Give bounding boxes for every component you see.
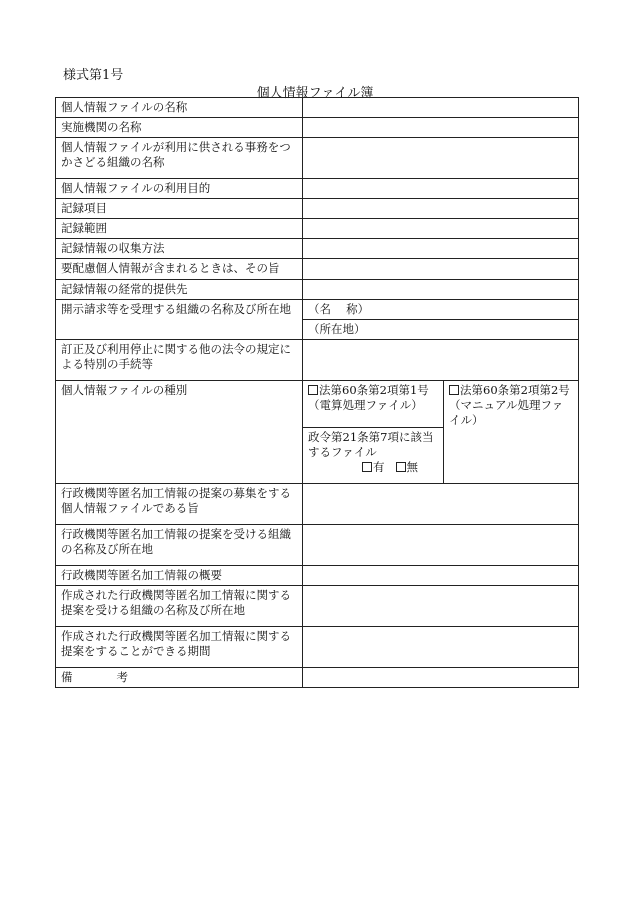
row-label: 行政機関等匿名加工情報の概要 — [56, 566, 303, 586]
page-title: 個人情報ファイル簿 — [256, 86, 374, 101]
value-field[interactable] — [303, 118, 579, 138]
row-label: 記録情報の経常的提供先 — [56, 280, 303, 300]
value-field[interactable] — [303, 199, 579, 219]
seirei-text: 政令第21条第7項に該当するファイル — [308, 430, 434, 459]
row-label: 訂正及び利用停止に関する他の法令の規定による特別の手続等 — [56, 340, 303, 381]
value-field[interactable] — [303, 627, 579, 668]
value-field[interactable] — [303, 566, 579, 586]
value-field[interactable] — [303, 280, 579, 300]
row-label: 記録項目 — [56, 199, 303, 219]
contact-name-label: （名 称） — [308, 302, 370, 316]
no-label: 無 — [406, 460, 418, 474]
value-field[interactable] — [303, 239, 579, 259]
row-label: 要配慮個人情報が含まれるときは、その旨 — [56, 259, 303, 280]
register-table — [55, 97, 579, 688]
remarks-field[interactable] — [303, 668, 579, 688]
checkbox-icon[interactable] — [362, 462, 372, 472]
value-field[interactable] — [303, 340, 579, 381]
contact-name-field[interactable] — [303, 300, 579, 320]
checkbox-icon[interactable] — [396, 462, 406, 472]
file-type-option-manual[interactable] — [444, 381, 579, 484]
file-type-option-computer[interactable] — [303, 381, 444, 428]
row-label: 行政機関等匿名加工情報の提案を受ける組織の名称及び所在地 — [56, 525, 303, 566]
contact-address-label: （所在地） — [308, 322, 366, 336]
remarks-label: 備 考 — [56, 668, 303, 688]
value-field[interactable] — [303, 138, 579, 179]
row-label: 行政機関等匿名加工情報の提案の募集をする個人情報ファイルである旨 — [56, 484, 303, 525]
row-label: 記録範囲 — [56, 219, 303, 239]
option-label: 法第60条第2項第1号 — [319, 383, 429, 397]
yes-label: 有 — [373, 460, 385, 474]
row-label: 作成された行政機関等匿名加工情報に関する提案をすることができる期間 — [56, 627, 303, 668]
option-label: 法第60条第2項第2号 — [460, 383, 570, 397]
value-field[interactable] — [303, 586, 579, 627]
value-field[interactable] — [303, 525, 579, 566]
form-number: 様式第1号 — [63, 68, 124, 83]
checkbox-icon[interactable] — [449, 385, 459, 395]
option-note: （マニュアル処理ファイル） — [449, 398, 564, 427]
checkbox-icon[interactable] — [308, 385, 318, 395]
seirei-cell — [303, 428, 444, 484]
value-field[interactable] — [303, 98, 579, 118]
row-label: 実施機関の名称 — [56, 118, 303, 138]
row-label: 個人情報ファイルの利用目的 — [56, 179, 303, 199]
value-field[interactable] — [303, 179, 579, 199]
row-label: 個人情報ファイルの名称 — [56, 98, 303, 118]
option-note: （電算処理ファイル） — [308, 398, 423, 412]
contact-address-field[interactable] — [303, 320, 579, 340]
row-label: 開示請求等を受理する組織の名称及び所在地 — [56, 300, 303, 340]
row-label: 作成された行政機関等匿名加工情報に関する提案を受ける組織の名称及び所在地 — [56, 586, 303, 627]
row-label: 記録情報の収集方法 — [56, 239, 303, 259]
row-label: 個人情報ファイルが利用に供される事務をつかさどる組織の名称 — [56, 138, 303, 179]
value-field[interactable] — [303, 484, 579, 525]
value-field[interactable] — [303, 259, 579, 280]
value-field[interactable] — [303, 219, 579, 239]
row-label: 個人情報ファイルの種別 — [56, 381, 303, 484]
